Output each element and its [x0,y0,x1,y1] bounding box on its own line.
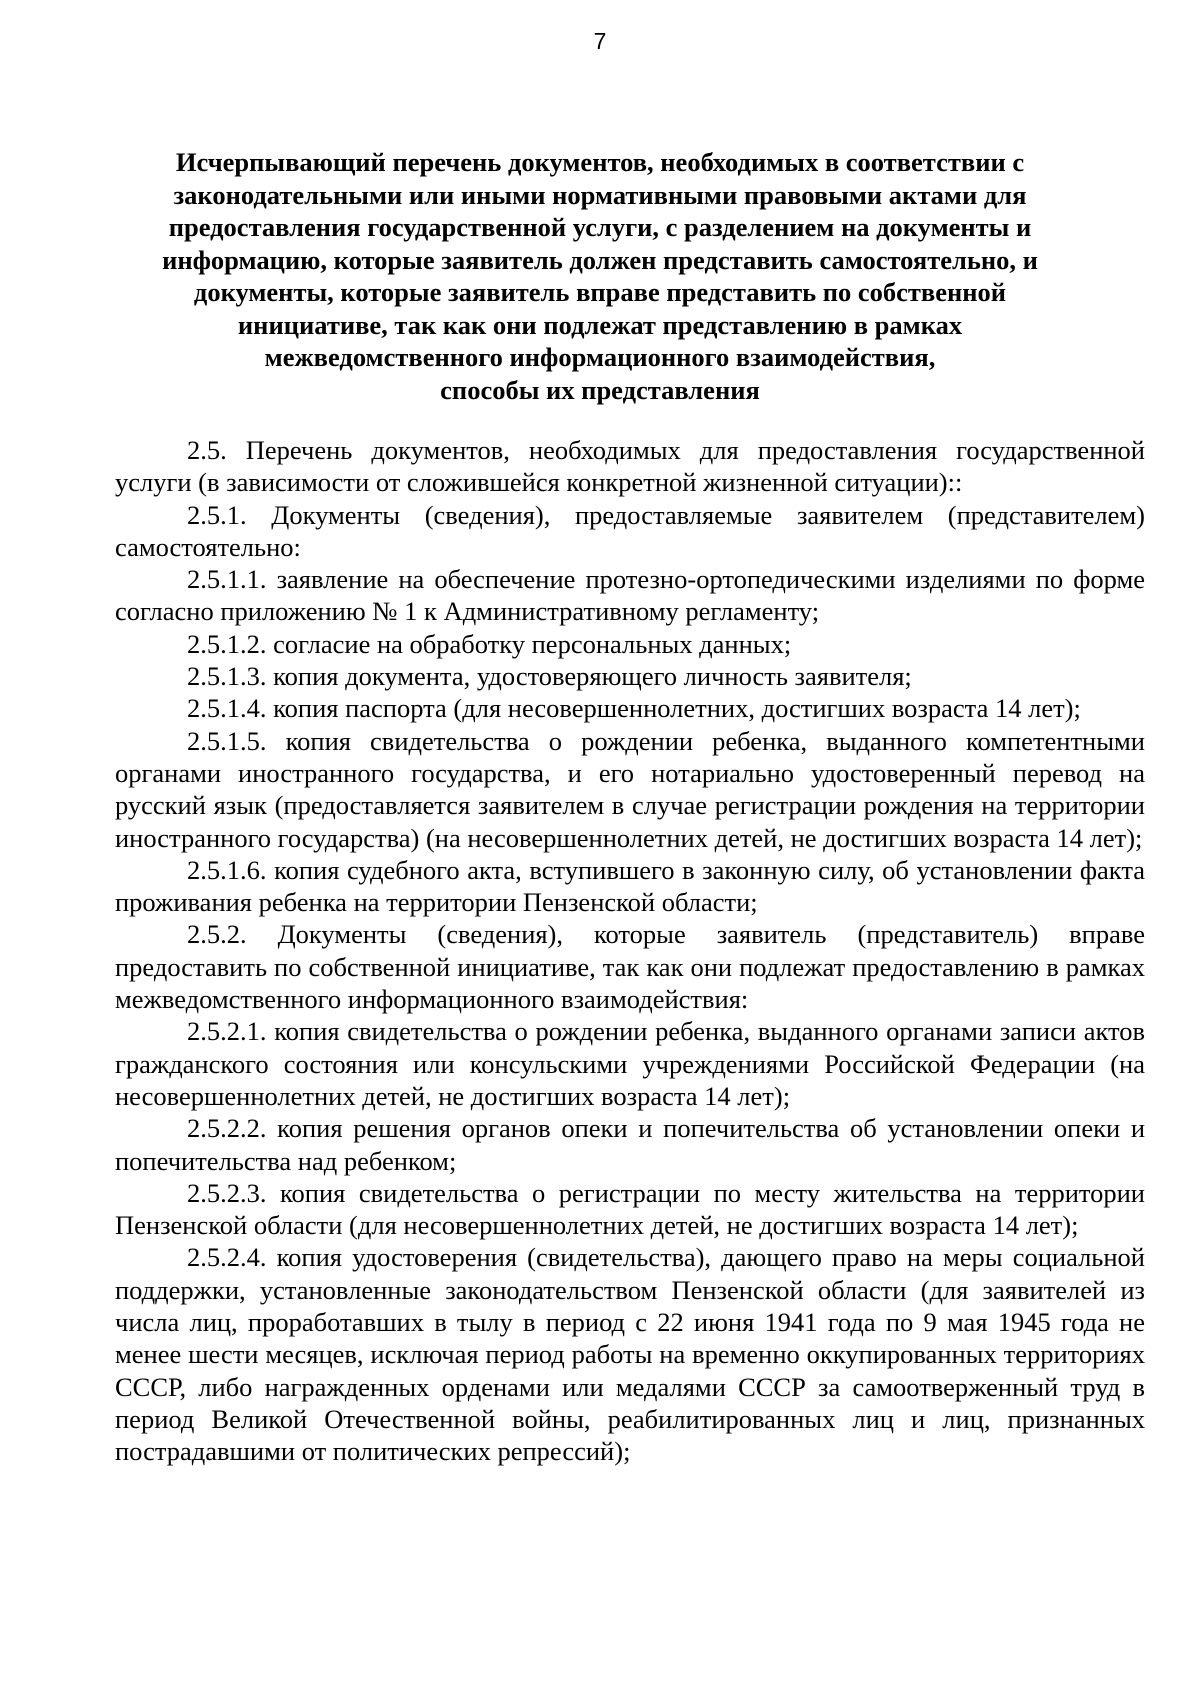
paragraph-2-5-1-3: 2.5.1.3. копия документа, удостоверяющего личность заявителя; [187,661,912,692]
heading-line: межведомственного информационного взаимодействия, [264,342,936,372]
paragraph-2-5: 2.5. Перечень документов, необходимых для предоставления государственной услуги (в зависимости от сложившейся конкретной жизненной ситуации):: [115,435,1145,498]
paragraph-2-5-2-4: 2.5.2.4. копия удостоверения (свидетельства), дающего право на меры социальной поддержки, установленные законодательством Пензенской области (для заявителей из числа лиц, проработавших в тылу в период с 22 июня 1941 года по 9 мая 1945 года не менее шести месяцев, исключая период работы на временно оккупированных территориях СССР, либо награжденных орденами или медалями СССР за самоотверженный труд в период Великой Отечественной войны, реабилитированных лиц и лиц, признанных пострадавшими от политических репрессий); [115,1242,1145,1467]
paragraph-2-5-1-6: 2.5.1.6. копия судебного акта, вступившего в законную силу, об установлении факта проживания ребенка на территории Пензенской области; [115,854,1145,918]
heading-line: Исчерпывающий перечень документов, необходимых в соответствии с [175,147,1025,177]
heading-line: документы, которые заявитель вправе представить по собственной [193,277,1007,307]
paragraph-2-5-2-1: 2.5.2.1. копия свидетельства о рождении ребенка, выданного органами записи актов гражданского состояния или консульскими учреждениями Российской Федерации (на несовершеннолетних детей, не достигших возраста 14 лет); [115,1016,1145,1111]
section-heading [140,146,1060,406]
paragraph-2-5-1-4: 2.5.1.4. копия паспорта (для несовершеннолетних, достигших возраста 14 лет); [187,693,1081,724]
heading-line: способы их представления [440,374,760,405]
paragraph-2-5-1-1: 2.5.1.1. заявление на обеспечение протезно-ортопедическими изделиями по форме согласно приложению № 1 к Административному регламенту; [115,564,1145,627]
heading-line: законодательными или иными нормативными правовыми актами для [173,179,1027,210]
paragraph-2-5-1: 2.5.1. Документы (сведения), предоставляемые заявителем (представителем) самостоятельно: [115,499,1145,562]
heading-line: предоставления государственной услуги, с разделением на документы и [168,212,1032,242]
paragraph-2-5-2-2: 2.5.2.2. копия решения органов опеки и попечительства об установлении опеки и попечительства над ребенком; [115,1113,1145,1176]
paragraph-2-5-2-3: 2.5.2.3. копия свидетельства о регистрации по месту жительства на территории Пензенской области (для несовершеннолетних детей, не достигших возраста 14 лет); [115,1177,1145,1241]
document-body [115,434,1145,1468]
page-number: 7 [593,28,607,54]
heading-line: инициативе, так как они подлежат представлению в рамках [237,309,963,340]
paragraph-2-5-2: 2.5.2. Документы (сведения), которые заявитель (представитель) вправе предоставить по собственной инициативе, так как они подлежат предоставлению в рамках межведомственного информационного взаимодействия: [115,919,1145,1015]
heading-line: информацию, которые заявитель должен представить самостоятельно, и [162,244,1038,275]
paragraph-2-5-1-5: 2.5.1.5. копия свидетельства о рождении ребенка, выданного компетентными органами иностранного государства, и его нотариально удостоверенный перевод на русский язык (предоставляется заявителем в случае регистрации рождения на территории иностранного государства) (на несовершеннолетних детей, не достигших возраста 14 лет); [115,725,1145,853]
paragraph-2-5-1-2: 2.5.1.2. согласие на обработку персональных данных; [187,628,792,659]
